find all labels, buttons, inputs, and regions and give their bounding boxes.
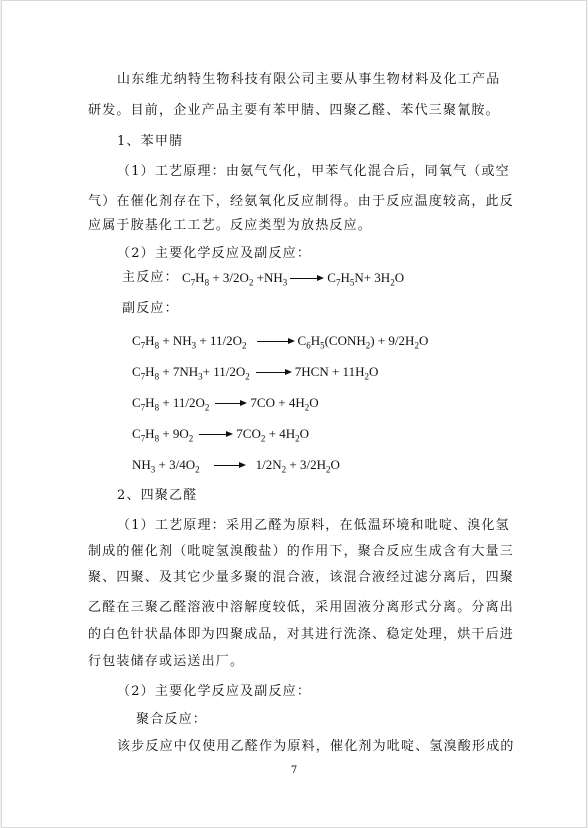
side-reaction-5 [132, 456, 340, 479]
p2-line-2: 制成的催化剂（吡啶氢溴酸盐）的作用下，聚合反应生成含有大量三 [88, 544, 515, 559]
p2-line-6: 行包装储存或运送出厂。 [88, 654, 245, 669]
side-reaction-5-lhs: $NH_3 + 3/4O_2$ [132, 457, 200, 475]
side-reaction-1 [132, 332, 428, 355]
main-reaction-rhs: $C_7H_5N+ 3H_2O$ [327, 270, 405, 288]
side-reaction-1-rhs: $C_6H_5(CONH_2) + 9/2H_2O$ [297, 333, 429, 351]
side-reaction-4-lhs: $C_7H_8 + 9O_2$ [132, 426, 194, 444]
side-reaction-3-rhs: $7CO + 4H_2O$ [250, 395, 319, 413]
side-reaction-2-lhs: $C_7H_8 + 7NH_3+ 11/2O_2$ [132, 364, 250, 382]
page-number: 7 [290, 765, 298, 776]
side-reaction-2 [132, 363, 378, 386]
main-reaction-label: 主反应： [122, 270, 179, 285]
polymerization-label: 聚合反应： [136, 712, 208, 727]
intro-line-1: 山东维尤纳特生物科技有限公司主要从事生物材料及化工产品 [117, 72, 501, 87]
side-reaction-4-rhs: $7CO_2 + 4H_2O$ [236, 426, 309, 444]
p2-line-1: （1）工艺原理：采用乙醛为原料，在低温环境和吡啶、溴化氢 [117, 518, 510, 533]
p1-line-2: 气）在催化剂存在下，经氨氧化反应制得。由于反应温度较高，此反 [88, 194, 515, 209]
side-reaction-1-lhs: $C_7H_8 + NH_3 + 11/2O_2$ [132, 333, 247, 351]
main-reaction-lhs: $C_7H_8 + 3/2O_2 +NH_3$ [182, 270, 288, 288]
p2-line-3: 聚、四聚、及其它少量多聚的混合液，该混合液经过滤分离后，四聚 [88, 570, 515, 585]
section-heading-benzonitrile: 1、苯甲腈 [117, 134, 184, 149]
reaction-arrow-icon [290, 274, 324, 284]
side-reaction-3 [132, 394, 319, 417]
reaction-arrow-icon [199, 430, 233, 440]
p1-subheading: （2）主要化学反应及副反应： [117, 246, 312, 261]
side-reaction-3-lhs: $C_7H_8 + 11/2O_2$ [132, 395, 210, 413]
p1-line-3: 应属于胺基化工工艺。反应类型为放热反应。 [88, 218, 373, 233]
side-reaction-label: 副反应： [122, 301, 179, 316]
p2-subheading: （2）主要化学反应及副反应： [117, 684, 312, 699]
p2-last-line: 该步反应中仅使用乙醛作为原料，催化剂为吡啶、氢溴酸形成的 [117, 739, 515, 754]
reaction-arrow-icon [257, 337, 295, 347]
main-reaction-equation [182, 269, 404, 292]
reaction-arrow-icon [256, 368, 292, 378]
p2-line-5: 的白色针状晶体即为四聚成品，对其进行洗涤、稳定处理，烘干后进 [88, 627, 515, 642]
intro-line-2: 研发。目前，企业产品主要有苯甲腈、四聚乙醛、苯代三聚氰胺。 [88, 103, 500, 118]
side-reaction-2-rhs: $7HCN + 11H_2O$ [294, 364, 379, 382]
p2-line-4: 乙醛在三聚乙醛溶液中溶解度较低，采用固液分离形式分离。分离出 [88, 600, 515, 615]
reaction-arrow-icon [214, 461, 246, 471]
side-reaction-4 [132, 425, 309, 448]
reaction-arrow-icon [215, 399, 247, 409]
p1-line-1: （1）工艺原理：由氨气气化，甲苯气化混合后，同氧气（或空 [117, 164, 510, 179]
section-heading-metaldehyde: 2、四聚乙醛 [117, 488, 198, 503]
document-page [1, 0, 587, 828]
side-reaction-5-rhs: $1/2N_2 + 3/2H_2O$ [255, 457, 340, 475]
